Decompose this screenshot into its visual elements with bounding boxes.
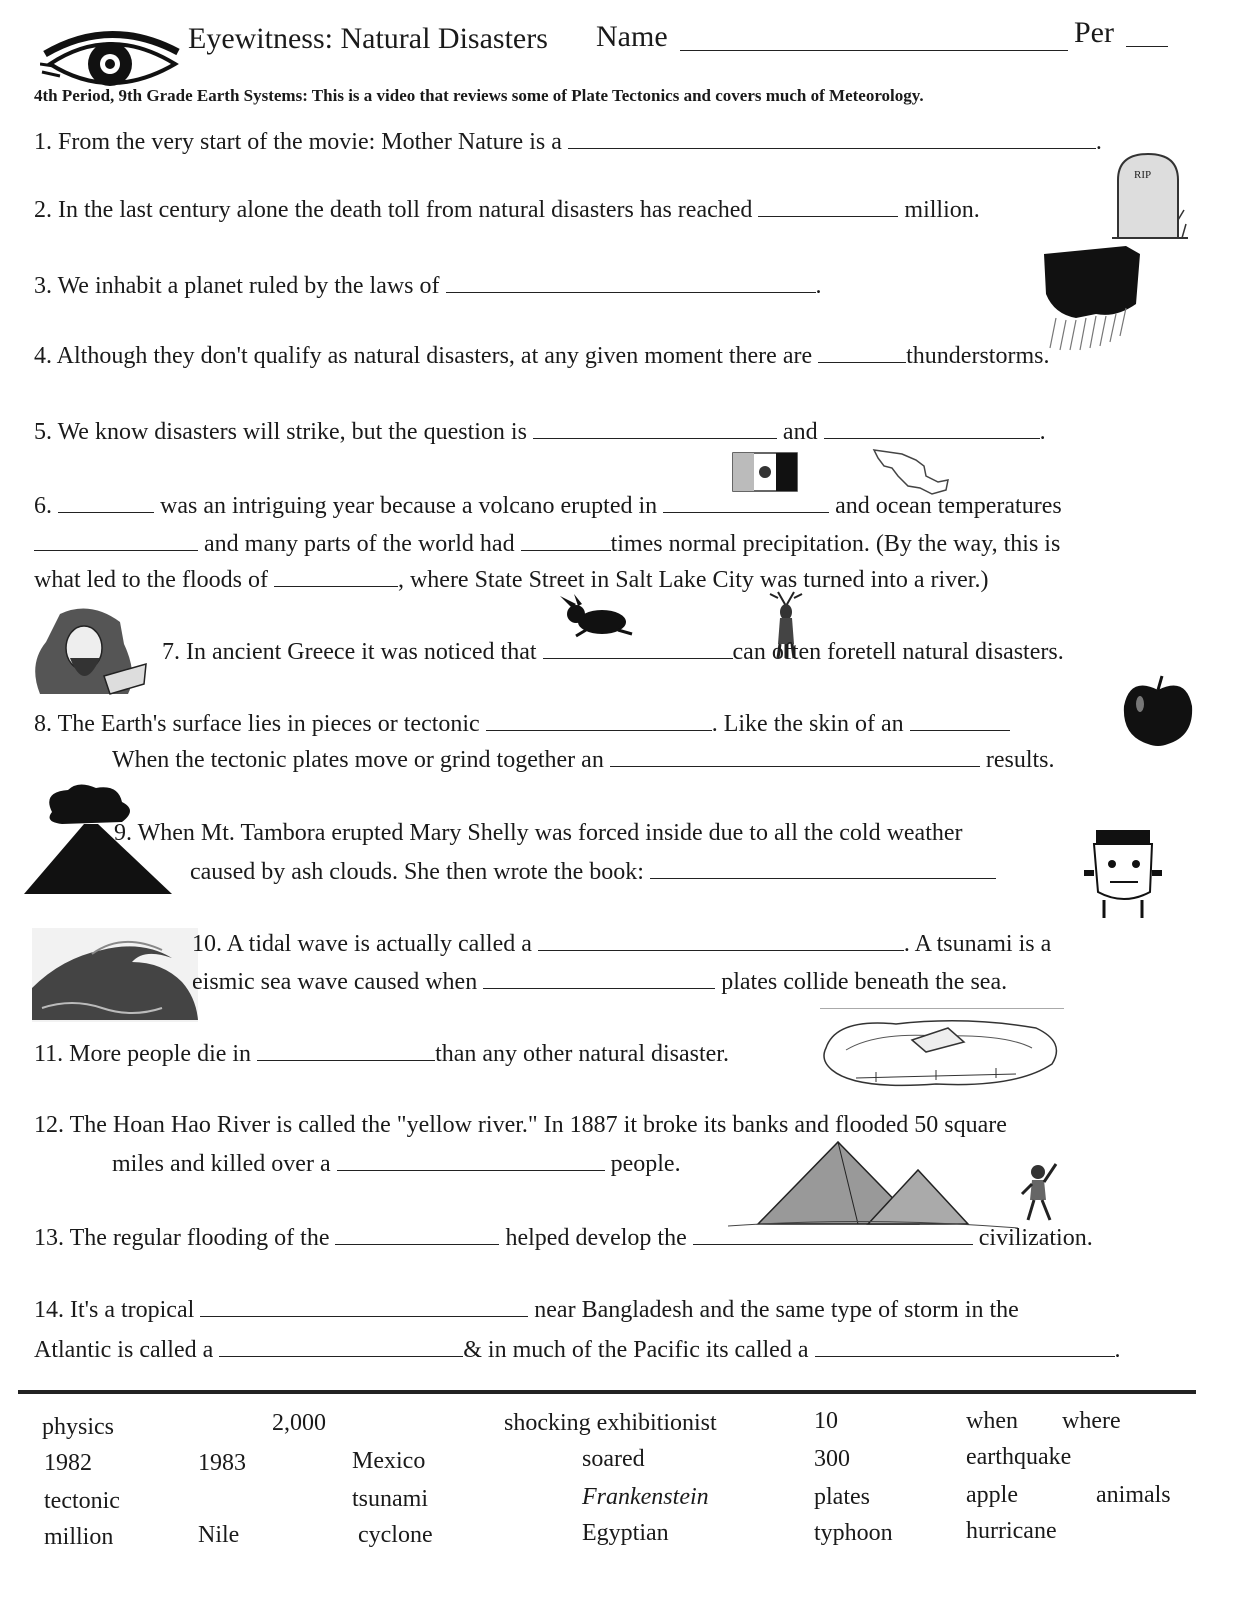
word-bank-item: earthquake	[966, 1444, 1072, 1470]
answer-blank-10a[interactable]	[538, 930, 904, 951]
question-14-line-2: Atlantic is called a & in much of the Pacific its called a .	[34, 1337, 1121, 1363]
word-bank-item: Nile	[198, 1522, 240, 1548]
word-bank-item: 10	[814, 1408, 838, 1434]
question-9-line-2: caused by ash clouds. She then wrote the book:	[190, 858, 996, 886]
per-label: Per	[1074, 16, 1114, 49]
period-field[interactable]	[1126, 24, 1168, 47]
answer-blank-14a[interactable]	[200, 1296, 528, 1317]
question-6-line-3: what led to the floods of , where State Street in Salt Lake City was turned into a river.)	[34, 567, 989, 593]
answer-blank-1[interactable]	[568, 128, 1096, 149]
question-12-line-1: 12. The Hoan Hao River is called the "yellow river." In 1887 it broke its banks and flooded 50 square	[34, 1112, 1007, 1138]
greek-philosopher-icon	[20, 604, 148, 696]
name-label: Name	[596, 20, 668, 53]
answer-blank-6b[interactable]	[663, 492, 829, 513]
answer-blank-8a[interactable]	[486, 710, 712, 731]
word-bank-item: typhoon	[814, 1520, 893, 1546]
answer-blank-6a[interactable]	[58, 492, 154, 513]
question-6-line-1: 6. was an intriguing year because a volcano erupted in and ocean temperatures	[34, 493, 1062, 519]
question-7: 7. In ancient Greece it was noticed that can often foretell natural disasters.	[162, 639, 1064, 665]
tombstone-icon	[1112, 150, 1188, 242]
answer-blank-9[interactable]	[650, 858, 996, 879]
answer-blank-14c[interactable]	[815, 1336, 1115, 1357]
flood-map-icon	[816, 1008, 1070, 1094]
question-8-line-1: 8. The Earth's surface lies in pieces or tectonic . Like the skin of an	[34, 710, 1010, 738]
answer-blank-6c[interactable]	[34, 530, 198, 551]
tidal-wave-icon	[32, 928, 198, 1022]
pyramids-icon	[728, 1136, 1018, 1232]
answer-blank-6e[interactable]	[274, 566, 398, 587]
question-10-line-1: 10. A tidal wave is actually called a . A tsunami is a	[192, 931, 1052, 957]
word-bank-item: 1983	[198, 1450, 246, 1476]
answer-blank-11[interactable]	[257, 1040, 435, 1061]
worksheet-title: Eyewitness: Natural Disasters	[188, 22, 548, 55]
word-bank-item: animals	[1096, 1482, 1171, 1508]
word-bank-item: Egyptian	[582, 1520, 669, 1546]
answer-blank-8c[interactable]	[610, 746, 980, 767]
question-2: 2. In the last century alone the death toll from natural disasters has reached million.	[34, 197, 980, 223]
question-14-line-1: 14. It's a tropical near Bangladesh and the same type of storm in the	[34, 1297, 1019, 1323]
question-11: 11. More people die in than any other natural disaster.	[34, 1041, 729, 1067]
question-8-line-2: When the tectonic plates move or grind together an results.	[112, 747, 1055, 773]
word-bank-item: shocking exhibitionist	[504, 1410, 717, 1436]
question-9-line-1: 9. When Mt. Tambora erupted Mary Shelly was forced inside due to all the cold weather	[114, 820, 963, 846]
question-3: 3. We inhabit a planet ruled by the laws of .	[34, 273, 822, 299]
question-13: 13. The regular flooding of the helped develop the civilization.	[34, 1225, 1093, 1251]
mexico-map-icon	[872, 446, 952, 498]
word-bank-divider	[18, 1390, 1196, 1394]
answer-blank-6d[interactable]	[521, 530, 611, 551]
question-5: 5. We know disasters will strike, but the question is and .	[34, 419, 1046, 445]
answer-blank-14b[interactable]	[219, 1336, 463, 1357]
storm-cloud-icon	[1036, 244, 1146, 354]
word-bank-item: when	[966, 1408, 1018, 1434]
question-4: 4. Although they don't qualify as natural disasters, at any given moment there are thunderstorms.	[34, 343, 1050, 369]
answer-blank-10b[interactable]	[483, 968, 715, 989]
answer-blank-8b[interactable]	[910, 710, 1010, 731]
apple-icon	[1118, 672, 1198, 748]
name-field[interactable]	[680, 28, 1068, 51]
answer-blank-5b[interactable]	[824, 418, 1040, 439]
rabbit-icon	[556, 594, 636, 638]
question-6-line-2: and many parts of the world had times normal precipitation. (By the way, this is	[34, 530, 1060, 558]
word-bank-item: 1982	[44, 1450, 92, 1476]
question-10-line-2: eismic sea wave caused when plates collide beneath the sea.	[192, 969, 1008, 995]
word-bank-item: where	[1062, 1408, 1121, 1434]
answer-blank-7[interactable]	[543, 638, 733, 659]
word-bank-item: million	[44, 1524, 114, 1550]
word-bank-item: tsunami	[352, 1486, 428, 1512]
answer-blank-3[interactable]	[446, 272, 816, 293]
question-12-line-2: miles and killed over a people.	[112, 1151, 681, 1177]
word-bank-item: Frankenstein	[582, 1484, 709, 1510]
explorer-icon	[1012, 1156, 1064, 1224]
frankenstein-icon	[1080, 826, 1170, 922]
answer-blank-5a[interactable]	[533, 418, 777, 439]
word-bank-item: hurricane	[966, 1518, 1057, 1544]
question-1: 1. From the very start of the movie: Mother Nature is a .	[34, 129, 1102, 155]
answer-blank-13a[interactable]	[335, 1224, 499, 1245]
subtitle: 4th Period, 9th Grade Earth Systems: This is a video that reviews some of Plate Tectonics and covers much of Meteorology.	[34, 86, 924, 105]
word-bank-item: cyclone	[358, 1522, 433, 1548]
word-bank-item: Mexico	[352, 1448, 426, 1474]
answer-blank-12[interactable]	[337, 1150, 605, 1171]
word-bank-item: apple	[966, 1482, 1018, 1508]
tombstone-rip-text: RIP	[1134, 169, 1152, 181]
answer-blank-2[interactable]	[758, 196, 898, 217]
answer-blank-4[interactable]	[818, 342, 906, 363]
word-bank-item: 300	[814, 1446, 850, 1472]
word-bank-item: physics	[42, 1414, 114, 1440]
word-bank-item: soared	[582, 1446, 645, 1472]
answer-blank-13b[interactable]	[693, 1224, 973, 1245]
word-bank-item: tectonic	[44, 1488, 120, 1514]
mexico-flag-icon	[732, 452, 798, 492]
word-bank-item: 2,000	[272, 1410, 326, 1436]
word-bank-item: plates	[814, 1484, 870, 1510]
